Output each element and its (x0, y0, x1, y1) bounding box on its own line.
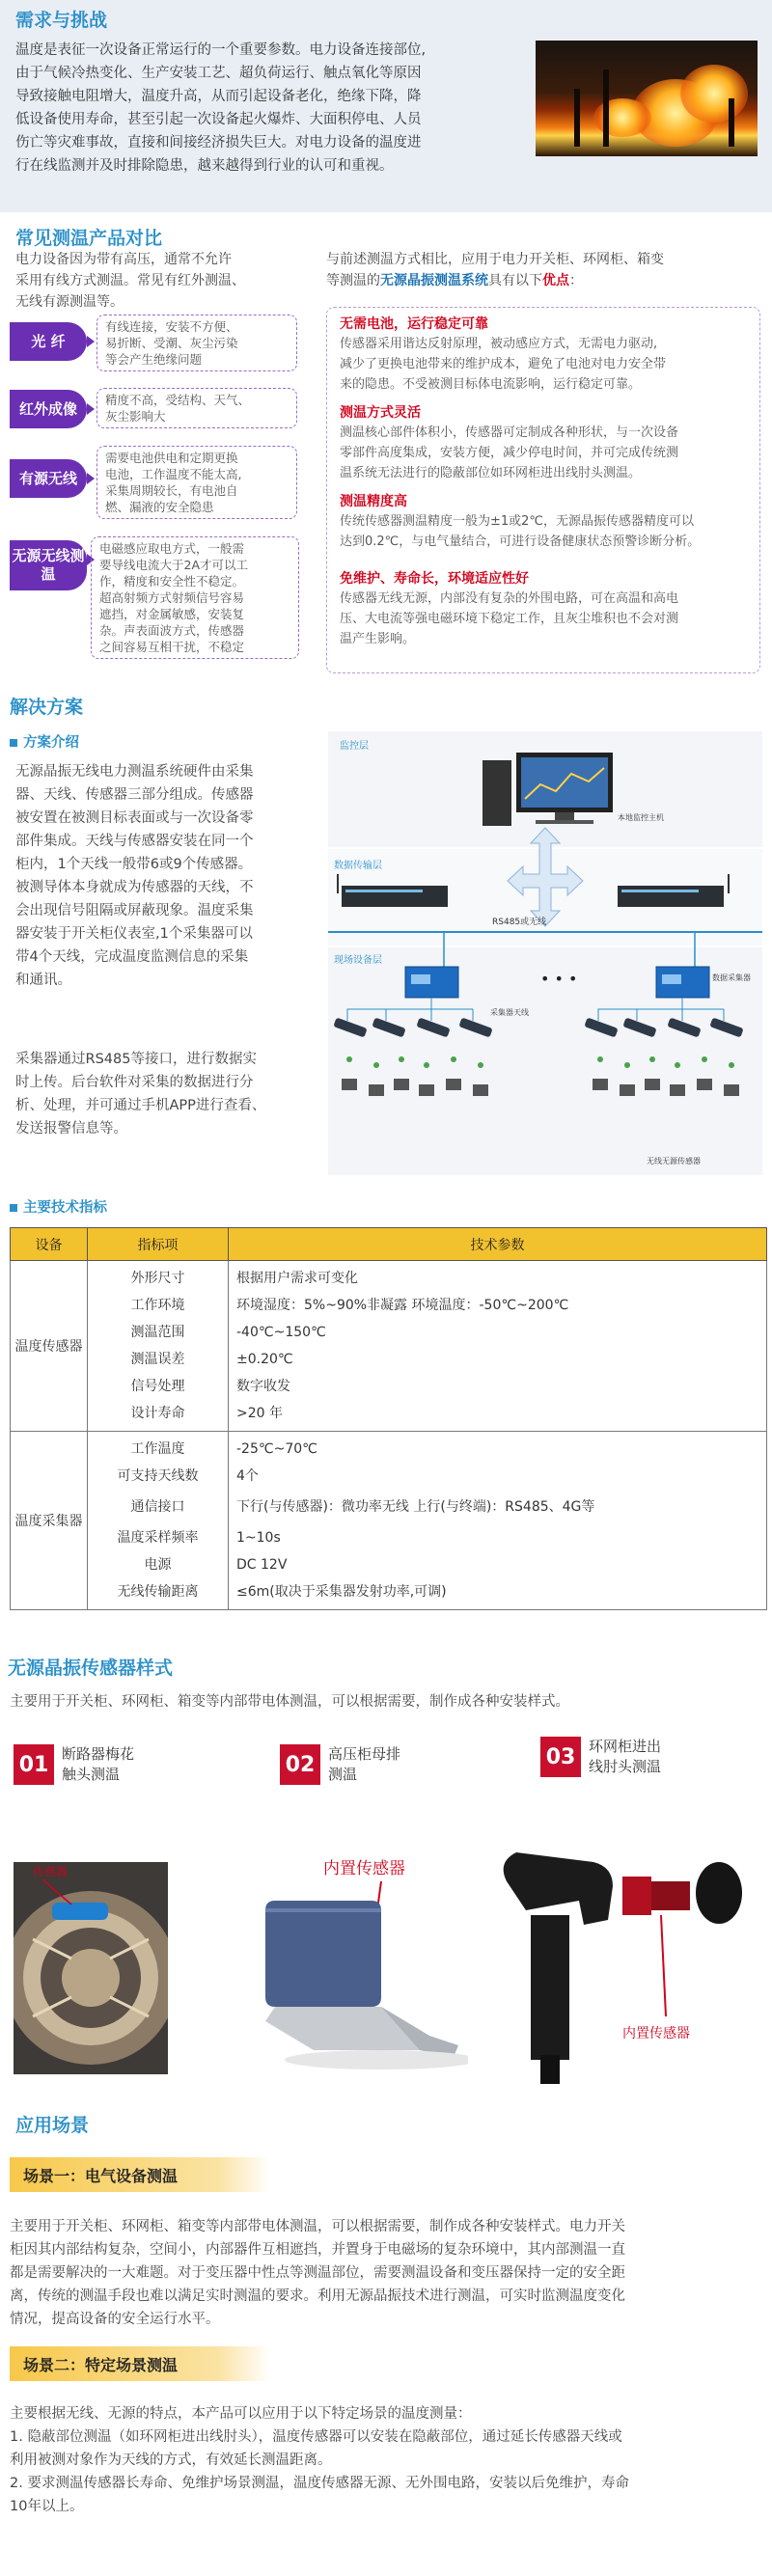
text-line: 传统传感器测温精度一般为±1或2℃，无源晶振传感器精度可以 (340, 514, 695, 529)
text-line: 被安置在被测目标表面或与一次设备零 (15, 810, 254, 826)
text-span: 等测温的 (326, 273, 380, 288)
highlight-text: 无源晶振测温系统 (380, 273, 488, 288)
value-line: 4个 (236, 1468, 259, 1484)
table-header: 指标项 (88, 1228, 229, 1261)
text-line: 采用有线方式测温。常见有红外测温、 (15, 273, 245, 288)
device-cell: 温度传感器 (11, 1261, 88, 1432)
text-line: 2. 要求测温传感器长寿命、免维护场景测温，温度传感器无源、无外围电路，安装以后免维护，寿命 (10, 2476, 629, 2491)
text-line (326, 270, 760, 291)
text-line: 温系统无法进行的隐蔽部位如环网柜进出线肘头测温。 (340, 466, 642, 480)
bus-label: RS485或无线 (492, 918, 547, 927)
text-line: 柜内，1个天线一般带6或9个传感器。 (15, 857, 253, 872)
solution-para-2 (15, 1048, 305, 1140)
advantages-intro (326, 249, 760, 291)
method-tag: 无源无线测温 (10, 540, 87, 590)
value-line: ≤6m(取决于采集器发射功率,可调) (236, 1584, 447, 1600)
text-line: 压、大电流等强电磁环境下稳定工作，且灰尘堆积也不会对测 (340, 612, 679, 626)
value-line: -40℃~150℃ (236, 1325, 326, 1340)
text-line: 电池，工作温度不能太高, (105, 467, 242, 481)
layer-label-field: 现场设备层 (334, 955, 382, 966)
advantage-desc (340, 334, 757, 395)
text-line: 触头测温 (62, 1766, 121, 1783)
elbow-sensor-photo (487, 1823, 767, 2094)
text-line: 电力设备因为带有高压，通常不允许 (15, 252, 232, 267)
text-line: 带4个天线，完成温度监测信息的采集 (15, 949, 249, 965)
solution-title: 解决方案 (10, 697, 84, 718)
comparison-intro (15, 249, 295, 313)
text-line: 杂。声表面波方式，传感器 (99, 623, 245, 638)
solution-para-1 (15, 760, 305, 992)
item-line: 设计寿命 (130, 1406, 185, 1421)
style-label (62, 1744, 168, 1785)
advantage-title: 无需电池，运行稳定可靠 (340, 316, 488, 332)
text-line: 温度是表征一次设备正常运行的一个重要参数。电力设备连接部位, (15, 42, 427, 58)
style-label (328, 1744, 434, 1785)
text-line: 和通讯。 (15, 973, 71, 988)
sensor-label: 无线无源传感器 (647, 1157, 701, 1165)
table-header-row (11, 1228, 767, 1261)
method-fiber (10, 315, 299, 370)
system-architecture-diagram (328, 731, 762, 1175)
challenge-section (0, 0, 772, 212)
value-line: 下行(与传感器)：微功率无线 上行(与终端)：RS485、4G等 (236, 1499, 595, 1515)
text-line: 无源晶振无线电力测温系统硬件由采集 (15, 764, 254, 780)
advantage-title: 测温精度高 (340, 494, 407, 509)
text-line: 断路器梅花 (62, 1745, 135, 1763)
text-line: 燃、漏液的安全隐患 (105, 500, 214, 514)
text-span: ： (569, 273, 583, 288)
text-line: 遮挡，对金属敏感，安装复 (99, 607, 245, 621)
text-line: 超高射频方式射频信号容易 (99, 590, 245, 605)
value-line: DC 12V (236, 1557, 288, 1573)
text-line: 无线有源测温等。 (15, 294, 124, 310)
method-tag: 光 纤 (10, 322, 87, 361)
text-line: 传感器无线无源，内部没有复杂的外围电路，可在高温和高电 (340, 591, 679, 606)
text-line: 需要电池供电和定期更换 (105, 451, 238, 465)
item-line: 可支持天线数 (117, 1468, 199, 1484)
text-line: 情况，提高设备的安全运行水平。 (10, 2312, 220, 2327)
text-line: 温产生影响。 (340, 632, 416, 646)
item-line: 测温误差 (130, 1352, 185, 1367)
advantage-desc (340, 511, 757, 552)
scene-2-text (10, 2402, 762, 2518)
number-badge: 03 (540, 1737, 581, 1777)
text-line: 伤亡等灾难事故，直接和间接经济损失巨大。对电力设备的温度进 (15, 135, 422, 151)
value-line: 1~10s (236, 1530, 281, 1546)
table-row (11, 1432, 767, 1610)
advantage-item (340, 492, 757, 552)
item-line: 通信接口 (130, 1499, 185, 1515)
text-line: 都是需要解决的一大难题。对于变压器中性点等测温部位，需要测温设备和变压器保持一定的安全距 (10, 2265, 625, 2281)
text-line: 主要根据无线、无源的特点，本产品可以应用于以下特定场景的温度测量： (10, 2406, 472, 2422)
callout-label: 传感器 (33, 1865, 69, 1878)
layer-label-transmission: 数据传输层 (334, 861, 382, 871)
comparison-title: 常见测温产品对比 (15, 228, 163, 249)
sensor-styles-intro: 主要用于开关柜、环网柜、箱变等内部带电体测温，可以根据需要，制作成各种安装样式。 (10, 1694, 569, 1710)
subheading-text: 方案介绍 (23, 735, 79, 751)
square-bullet-icon (10, 1204, 17, 1212)
values-cell (229, 1261, 767, 1432)
method-tag: 有源无线 (10, 459, 87, 498)
item-line: 无线传输距离 (117, 1584, 199, 1600)
text-line: 之间容易互相干扰，不稳定 (99, 640, 245, 654)
host-label: 本地监控主机 (618, 813, 664, 822)
text-line: 传感器采用谐达反射原理，被动感应方式，无需电力驱动, (340, 337, 658, 351)
items-cell (88, 1432, 229, 1610)
text-line: 电磁感应取电方式，一般需 (99, 541, 245, 556)
text-line: 达到0.2℃，与电气量结合，可进行设备健康状态预警诊断分析。 (340, 534, 701, 549)
specs-table (10, 1227, 767, 1610)
collector-label: 数据采集器 (712, 973, 751, 982)
text-line: 灰尘影响大 (105, 409, 166, 424)
busbar-sensor-photo (236, 1852, 468, 2084)
method-desc (91, 536, 299, 659)
text-line: 会出现信号阻隔或屏蔽现象。温度采集 (15, 903, 254, 918)
text-line: 等会产生绝缘问题 (105, 352, 203, 367)
advantage-item (340, 569, 757, 649)
advantage-desc (340, 589, 757, 649)
challenge-title: 需求与挑战 (15, 10, 108, 31)
application-title: 应用场景 (15, 2115, 90, 2136)
specs-title (10, 1196, 107, 1217)
advantage-title: 免维护、寿命长，环境适应性好 (340, 571, 529, 587)
values-cell (229, 1432, 767, 1610)
text-line: 行在线监测并及时排除隐患，越来越得到行业的认可和重视。 (15, 158, 394, 174)
item-line: 温度采样频率 (117, 1530, 199, 1546)
challenge-text (15, 39, 517, 178)
square-bullet-icon (10, 739, 17, 747)
value-line: >20 年 (236, 1406, 283, 1421)
text-line: 器安装于开关柜仪表室,1个采集器可以 (15, 926, 253, 942)
text-span: 具有以下 (488, 273, 542, 288)
advantage-title: 测温方式灵活 (340, 405, 421, 421)
item-line: 测温范围 (130, 1325, 185, 1340)
text-line: 1. 隐蔽部位测温（如环网柜进出线肘头），温度传感器可以安装在隐蔽部位，通过延长传感器天线或 (10, 2429, 622, 2445)
text-line: 作，精度和安全性不稳定。 (99, 574, 245, 589)
number-badge: 01 (14, 1744, 54, 1785)
text-line: 线肘头测温 (589, 1758, 662, 1775)
scene-1-text (10, 2215, 762, 2331)
text-line: 精度不高，受结构、天气、 (105, 393, 251, 407)
text-line: 采集周期较长，有电池自 (105, 483, 238, 498)
text-line: 利用被测对象作为天线的方式，有效延长测温距离。 (10, 2453, 332, 2468)
advantage-item (340, 315, 757, 395)
layer-label-monitor: 监控层 (340, 741, 369, 752)
callout-label: 内置传感器 (323, 1859, 405, 1878)
text-line: 离，传统的测温手段也难以满足实时测温的要求。利用无源晶振技术进行测温，可实时监测温度变化 (10, 2288, 625, 2304)
item-line: 信号处理 (130, 1379, 185, 1394)
text-line: 发送报警信息等。 (15, 1121, 127, 1137)
advantage-desc (340, 423, 757, 483)
callout-label: 内置传感器 (622, 2026, 690, 2042)
text-line: 测温 (328, 1766, 358, 1783)
text-line: 有线连接，安装不方便、 (105, 319, 238, 334)
table-row (11, 1261, 767, 1432)
text-line: 柜因其内部结构复杂，空间小，内部器件互相遮挡，并置身于电磁场的复杂环境中，其内部测温一直 (10, 2242, 625, 2258)
ellipsis: • • • (540, 970, 578, 988)
text-line: 测温核心部件体积小，传感器可定制成各种形状，与一次设备 (340, 425, 679, 440)
antenna-label: 采集器天线 (490, 1008, 529, 1017)
method-tag: 红外成像 (10, 390, 87, 428)
text-line: 低设备使用寿命，甚至引起一次设备起火爆炸、大面积停电、人员 (15, 112, 422, 127)
sensor-styles-title: 无源晶振传感器样式 (8, 1658, 174, 1679)
device-cell: 温度采集器 (11, 1432, 88, 1610)
text-line: 零部件高度集成，安装方便，减少停电时间，并可完成传统测 (340, 446, 679, 460)
text-line: 来的隐患。不受被测目标体电流影响，运行稳定可靠。 (340, 377, 642, 392)
text-line: 采集器通过RS485等接口，进行数据实 (15, 1052, 257, 1067)
method-desc (96, 315, 297, 371)
text-line: 导致接触电阻增大，温度升高，从而引起设备老化，绝缘下降，降 (15, 89, 422, 104)
text-line: 主要用于开关柜、环网柜、箱变等内部带电体测温，可以根据需要，制作成各种安装样式。电力开关 (10, 2219, 625, 2234)
value-line: 数字收发 (236, 1379, 290, 1394)
scene-1-banner: 场景一：电气设备测温 (10, 2157, 270, 2192)
value-line: -25℃~70℃ (236, 1441, 317, 1457)
text-line: 易折断、受潮、灰尘污染 (105, 336, 238, 350)
text-line: 与前述测温方式相比，应用于电力开关柜、环网柜、箱变 (326, 252, 664, 267)
text-line: 10年以上。 (10, 2499, 84, 2514)
text-line: 时上传。后台软件对采集的数据进行分 (15, 1075, 254, 1090)
text-line: 由于气候冷热变化、生产安装工艺、超负荷运行、触点氧化等原因 (15, 66, 422, 81)
text-line: 高压柜母排 (328, 1745, 401, 1763)
item-line: 工作温度 (130, 1441, 185, 1457)
item-line: 电源 (144, 1557, 172, 1573)
number-badge: 02 (280, 1744, 320, 1785)
scene-2-banner: 场景二：特定场景测温 (10, 2346, 270, 2381)
text-line: 部件集成。天线与传感器安装在同一个 (15, 834, 254, 849)
value-line: 环境湿度：5%~90%非凝露 环境温度：-50℃~200℃ (236, 1298, 569, 1313)
text-line: 减少了更换电池带来的维护成本，避免了电池对电力安全带 (340, 357, 667, 371)
table-header: 设备 (11, 1228, 88, 1261)
method-desc (96, 388, 297, 428)
value-line: ±0.20℃ (236, 1352, 293, 1367)
advantage-item (340, 403, 757, 483)
subheading-text: 主要技术指标 (23, 1200, 107, 1216)
breaker-contact-photo (14, 1862, 168, 2074)
value-line: 根据用户需求可变化 (236, 1271, 358, 1286)
item-line: 工作环境 (130, 1298, 185, 1313)
highlight-text: 优点 (542, 273, 569, 288)
text-line: 析、处理，并可通过手机APP进行查看、 (15, 1098, 266, 1113)
text-line: 器、天线、传感器三部分组成。传感器 (15, 787, 254, 803)
fire-photo (536, 41, 758, 156)
item-line: 外形尺寸 (130, 1271, 185, 1286)
text-line: 环网柜进出 (589, 1738, 662, 1755)
method-infrared (10, 388, 299, 430)
method-desc (96, 446, 297, 519)
solution-intro-title (10, 731, 79, 752)
items-cell (88, 1261, 229, 1432)
method-passive-wireless (10, 536, 299, 660)
text-line: 被测导体本身就成为传感器的天线，不 (15, 880, 254, 895)
text-line: 要导线电流大于2A才可以工 (99, 558, 249, 572)
method-active-wireless (10, 446, 299, 519)
table-header: 技术参数 (229, 1228, 767, 1261)
style-label (589, 1737, 695, 1777)
